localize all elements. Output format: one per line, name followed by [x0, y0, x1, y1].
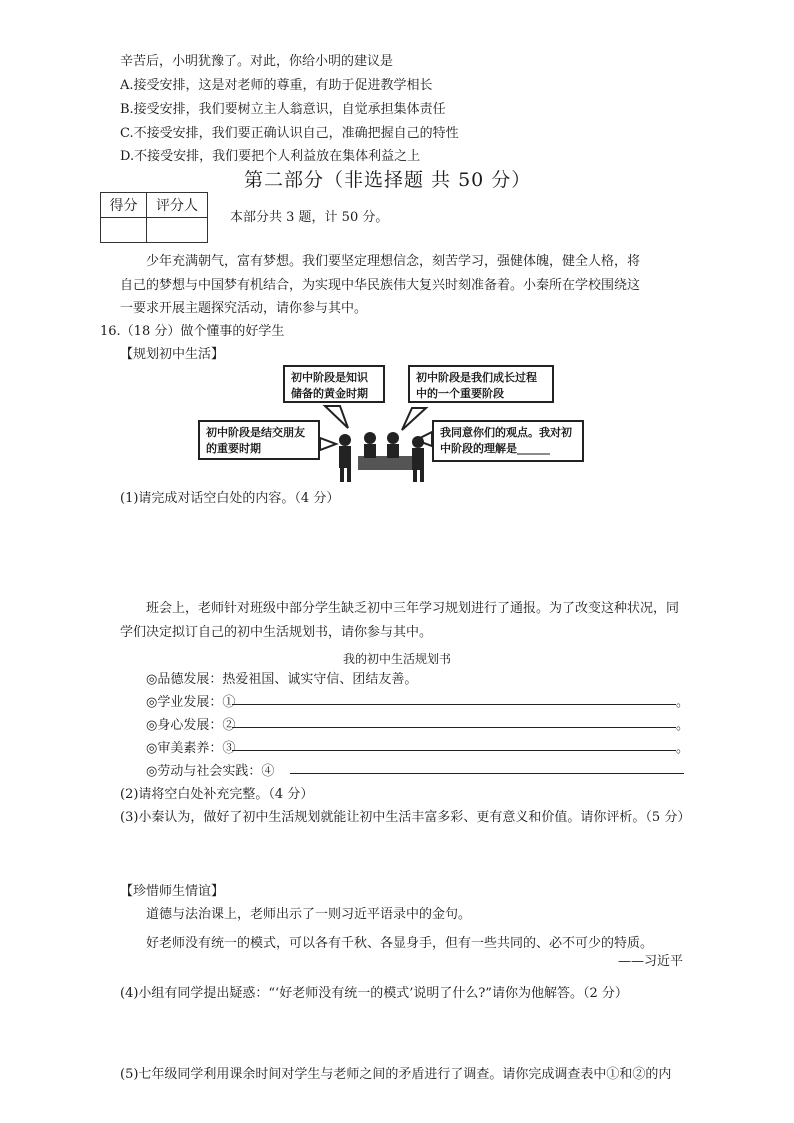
class-meeting-line-2: 学们决定拟订自己的初中生活规划书，请你参与其中。 [120, 625, 433, 640]
passage-line-1: 少年充满朝气，富有梦想。我们要坚定理想信念，刻苦学习，强健体魄，健全人格，将 [146, 254, 641, 269]
bubble-tail-3 [320, 438, 336, 450]
civics-class-line: 道德与法治课上，老师出示了一则习近平语录中的金句。 [146, 907, 472, 922]
speech-bubble-knowledge: 初中阶段是知识储备的黄金时期 [283, 365, 385, 403]
sub-question-5: (5)七年级同学利用课余时间对学生与老师之间的矛盾进行了调查。请你完成调查表中①和②的内 [120, 1067, 672, 1082]
plan-title: 我的初中生活规划书 [342, 652, 451, 666]
plan-item-academic: ◎学业发展：① [146, 695, 236, 710]
speech-bubble-growth: 初中阶段是我们成长过程中的一个重要阶段 [408, 365, 554, 403]
passage-line-3: 一要求开展主题探究活动，请你参与其中。 [120, 301, 368, 316]
blank-line-1[interactable] [232, 704, 676, 705]
period-1: 。 [676, 695, 690, 710]
period-2: 。 [676, 718, 690, 733]
section-plan-heading: 【规划初中生活】 [120, 347, 225, 362]
score-header: 得分 [101, 193, 147, 218]
desk [358, 456, 414, 470]
class-meeting-line-1: 班会上，老师针对班级中部分学生缺乏初中三年学习规划进行了通报。为了改变这种状况，同 [146, 601, 680, 616]
grader-header: 评分人 [147, 193, 208, 218]
option-d: D.不接受安排，我们要把个人利益放在集体利益之上 [120, 149, 421, 164]
intro-line: 辛苦后，小明犹豫了。对此，你给小明的建议是 [120, 54, 394, 69]
part2-title: 第二部分（非选择题 共 50 分） [244, 169, 532, 191]
plan-item-aesthetic: ◎审美素养：③ [146, 741, 236, 756]
speech-bubble-understanding: 我同意你们的观点。我对初中阶段的理解是______ [432, 420, 584, 462]
sub-question-4: (4)小组有同学提出疑惑：“‘好老师没有统一的模式’说明了什么?”请你为他解答。（2 分） [120, 986, 628, 1001]
quote-text: 好老师没有统一的模式，可以各有千秋、各显身手，但有一些共同的、必不可少的特质。 [146, 936, 654, 951]
blank-line-2[interactable] [232, 727, 676, 728]
plan-item-labor: ◎劳动与社会实践：④ [146, 764, 275, 779]
sub-question-3: (3)小秦认为，做好了初中生活规划就能让初中生活丰富多彩、更有意义和价值。请你评析。（5 分） [120, 810, 691, 825]
sub-question-2: (2)请将空白处补充完整。（4 分） [120, 787, 314, 802]
option-b: B.接受安排，我们要树立主人翁意识，自觉承担集体责任 [120, 102, 446, 117]
plan-item-physical: ◎身心发展：② [146, 718, 236, 733]
section-teacher-heading: 【珍惜师生情谊】 [120, 884, 225, 899]
blank-line-3[interactable] [232, 750, 676, 751]
grader-cell[interactable] [147, 218, 208, 243]
part2-note: 本部分共 3 题，计 50 分。 [230, 210, 389, 225]
bubble-tail-2 [402, 408, 426, 430]
q16-heading: 16.（18 分）做个懂事的好学生 [100, 324, 285, 339]
quote-author: ——习近平 [618, 954, 684, 969]
passage-line-2: 自己的梦想与中国梦有机结合，为实现中华民族伟大复兴时刻准备着。小秦所在学校围绕这 [120, 278, 641, 293]
score-table [100, 192, 208, 243]
blank-line-4[interactable] [290, 773, 684, 774]
option-c: C.不接受安排，我们要正确认识自己，准确把握自己的特性 [120, 126, 459, 141]
period-3: 。 [676, 741, 690, 756]
plan-item-moral: ◎品德发展：热爱祖国、诚实守信、团结友善。 [146, 672, 418, 687]
sub-question-1: (1)请完成对话空白处的内容。（4 分） [120, 491, 340, 506]
option-a: A.接受安排，这是对老师的尊重，有助于促进教学相长 [120, 78, 433, 93]
bubble-tail-1 [325, 406, 348, 428]
speech-bubble-friends: 初中阶段是结交朋友的重要时期 [198, 420, 320, 460]
score-cell[interactable] [101, 218, 147, 243]
